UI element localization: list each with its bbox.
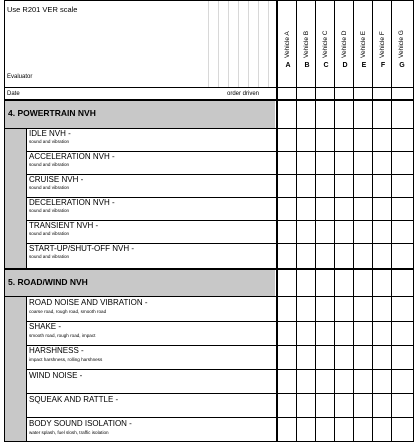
vehicle-f-header: Vehicle F [379,31,386,58]
item-transient-nvh-sub: sound and vibration [29,231,70,236]
vehicle-column-line [315,1,316,442]
vehicle-column-line [276,1,277,442]
vehicle-column-line [277,1,278,442]
vehicle-b-letter: B [304,62,310,69]
item-body-sound-isolation: BODY SOUND ISOLATION - [29,419,132,428]
item-acceleration-nvh-sub: sound and vibration [29,162,70,167]
row-line [26,417,413,418]
item-startup-shutoff-nvh-sub: sound and vibration [29,254,70,259]
vehicle-column-line [296,1,297,442]
vehicle-column-line [391,1,392,442]
vehicle-a-letter: A [285,62,291,69]
item-deceleration-nvh-sub: sound and vibration [29,208,70,213]
header-divider [5,87,413,88]
date-label: Date [7,91,20,97]
section-title-powertrain: 4. POWERTRAIN NVH [8,108,96,118]
evaluation-form [4,0,414,442]
header-guide-line [208,1,209,87]
vehicle-e-letter: E [361,62,367,69]
header-guide-line [228,1,229,87]
scale-label: Use R201 VER scale [7,5,78,14]
order-driven-label: order driven [227,91,260,97]
item-wind-noise: WIND NOISE - [29,371,83,380]
item-harshness-sub: impact harshness, rolling harshness [29,357,103,362]
vehicle-g-header: Vehicle G [398,30,405,58]
item-body-sound-isolation-sub: water splash, fuel slosh, traffic isolation [29,430,109,435]
item-road-noise-vibration: ROAD NOISE AND VIBRATION - [29,298,148,307]
evaluator-label: Evaluator [7,74,33,80]
vehicle-a-header: Vehicle A [284,31,291,58]
vehicle-e-header: Vehicle E [360,30,367,58]
vehicle-column-line [353,1,354,442]
vehicle-c-header: Vehicle C [322,30,329,58]
vehicle-g-letter: G [399,62,405,69]
header-guide-line [218,1,219,87]
row-line [26,243,413,244]
item-squeak-rattle: SQUEAK AND RATTLE - [29,395,119,404]
row-line [26,151,413,152]
row-line [26,321,413,322]
item-shake: SHAKE - [29,322,62,331]
header-guide-line [248,1,249,87]
vehicle-d-header: Vehicle D [341,30,348,58]
row-line [26,393,413,394]
row-line [5,296,413,297]
vehicle-b-header: Vehicle B [303,30,310,58]
section-indent-road-wind [5,296,26,442]
header-guide-line [268,1,269,87]
section-title-road-wind: 5. ROAD/WIND NVH [8,277,88,287]
item-acceleration-nvh: ACCELERATION NVH - [29,152,115,161]
row-line [26,197,413,198]
row-line [26,174,413,175]
vehicle-column-line [372,1,373,442]
row-line [26,345,413,346]
item-shake-sub: smooth road, rough road, impact [29,333,96,338]
vehicle-c-letter: C [323,62,329,69]
item-idle-nvh-sub: sound and vibration [29,139,70,144]
header-guide-line [258,1,259,87]
row-line [26,369,413,370]
item-idle-nvh: IDLE NVH - [29,129,71,138]
section-indent-powertrain [5,128,26,268]
vehicle-d-letter: D [342,62,348,69]
item-transient-nvh: TRANSIENT NVH - [29,221,99,230]
item-deceleration-nvh: DECELERATION NVH - [29,198,115,207]
section-divider [5,268,413,270]
item-cruise-nvh: CRUISE NVH - [29,175,84,184]
item-startup-shutoff-nvh: START-UP/SHUT-OFF NVH - [29,244,135,253]
item-road-noise-vibration-sub: coarse road, rough road, smooth road [29,309,107,314]
vehicle-f-letter: F [380,62,386,69]
item-harshness: HARSHNESS - [29,346,84,355]
header-guide-line [238,1,239,87]
item-cruise-nvh-sub: sound and vibration [29,185,70,190]
vehicle-column-line [334,1,335,442]
indent-line [26,296,27,442]
header-divider [5,100,413,101]
indent-line [26,128,27,268]
row-line [26,220,413,221]
row-line [5,128,413,129]
